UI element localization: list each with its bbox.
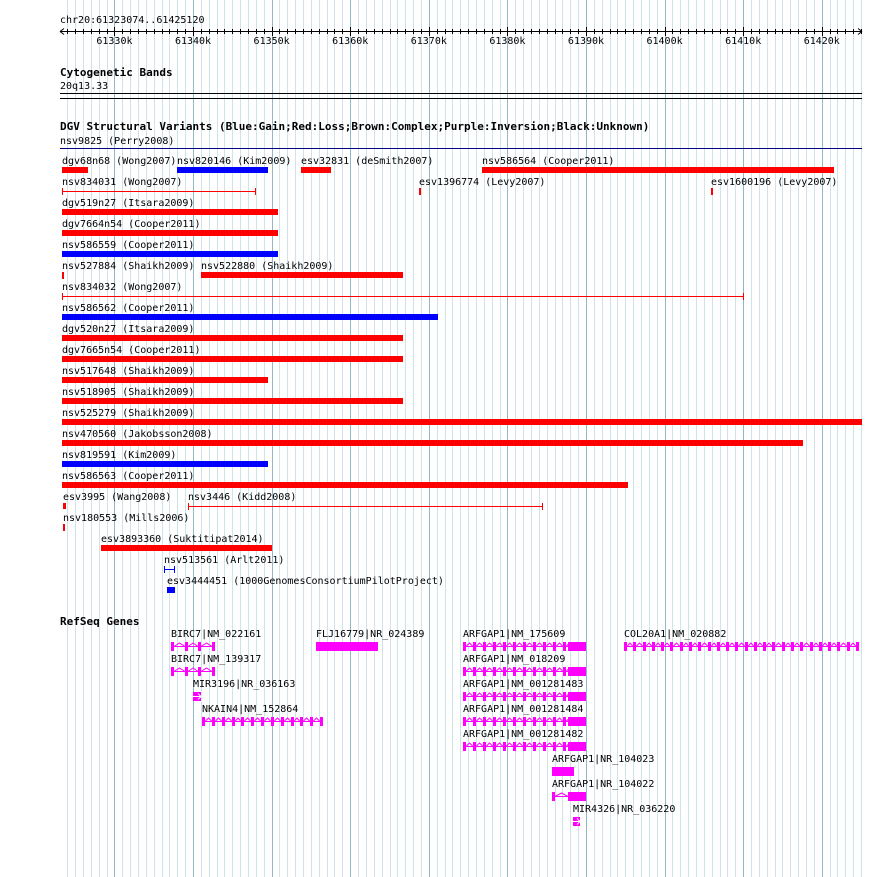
dgv-feature-label[interactable]: nsv522880 (Shaikh2009) — [201, 261, 334, 272]
gene-label[interactable]: MIR3196|NR_036163 — [193, 679, 296, 690]
refseq-track-title[interactable]: RefSeq Genes — [60, 615, 140, 628]
dgv-feature-glyph[interactable] — [62, 440, 804, 448]
position-ruler[interactable] — [0, 24, 890, 50]
gene-model[interactable] — [463, 716, 588, 728]
dgv-feature-label[interactable]: dgv68n68 (Wong2007) — [62, 156, 177, 167]
dgv-feature-label[interactable]: nsv586564 (Cooper2011) — [482, 156, 615, 167]
dgv-feature-label[interactable]: dgv519n27 (Itsara2009) — [62, 198, 195, 209]
dgv-feature-glyph[interactable] — [711, 188, 714, 196]
dgv-feature-glyph[interactable] — [419, 188, 422, 196]
dgv-feature-glyph[interactable] — [62, 230, 279, 238]
gene-model[interactable] — [193, 691, 203, 703]
gene-label[interactable]: ARFGAP1|NM_001281484 — [463, 704, 584, 715]
gene-model[interactable] — [316, 641, 380, 653]
ruler-tick-label: 61340k — [174, 36, 212, 47]
dgv-feature-label[interactable]: esv3893360 (Suktitipat2014) — [101, 534, 264, 545]
dgv-feature-glyph[interactable] — [63, 503, 67, 511]
gene-model[interactable] — [171, 641, 217, 653]
dgv-feature-glyph[interactable] — [167, 587, 176, 595]
dgv-track-subtitle: nsv9825 (Perry2008) — [60, 136, 175, 147]
ruler-tick-label: 61400k — [646, 36, 683, 47]
dgv-feature-label[interactable]: esv3444451 (1000GenomesConsortiumPilotProject) — [167, 576, 444, 587]
dgv-feature-label[interactable]: esv32831 (deSmith2007) — [301, 156, 434, 167]
dgv-feature-glyph[interactable] — [62, 398, 404, 406]
gene-model[interactable] — [552, 791, 588, 803]
dgv-feature-glyph[interactable] — [62, 167, 89, 175]
gene-label[interactable]: BIRC7|NM_022161 — [171, 629, 262, 640]
dgv-feature-glyph[interactable] — [62, 293, 745, 301]
ruler-tick-label: 61330k — [96, 36, 133, 47]
cytoband-rule-bottom — [60, 98, 862, 99]
dgv-feature-glyph[interactable] — [188, 503, 544, 511]
gene-model[interactable] — [463, 741, 588, 753]
dgv-feature-glyph[interactable] — [164, 566, 176, 574]
gene-label[interactable]: ARFGAP1|NR_104022 — [552, 779, 655, 790]
gene-label[interactable]: NKAIN4|NM_152864 — [202, 704, 299, 715]
gene-model[interactable] — [202, 716, 325, 728]
gene-label[interactable]: ARFGAP1|NM_175609 — [463, 629, 566, 640]
dgv-track-rule — [60, 148, 862, 149]
gene-model[interactable] — [624, 641, 861, 653]
dgv-feature-label[interactable]: nsv518905 (Shaikh2009) — [62, 387, 195, 398]
ruler-tick-label: 61390k — [567, 36, 605, 47]
gene-model[interactable] — [573, 816, 582, 828]
gene-label[interactable]: ARFGAP1|NM_001281483 — [463, 679, 584, 690]
ruler-tick-label: 61380k — [489, 36, 526, 47]
dgv-feature-label[interactable]: nsv513561 (Arlt2011) — [164, 555, 285, 566]
gene-label[interactable]: ARFGAP1|NM_001281482 — [463, 729, 584, 740]
gene-model[interactable] — [552, 766, 576, 778]
dgv-feature-label[interactable]: dgv520n27 (Itsara2009) — [62, 324, 195, 335]
dgv-feature-glyph[interactable] — [301, 167, 332, 175]
dgv-feature-label[interactable]: nsv834031 (Wong2007) — [62, 177, 183, 188]
dgv-feature-glyph[interactable] — [177, 167, 269, 175]
dgv-feature-glyph[interactable] — [62, 356, 404, 364]
gene-label[interactable]: MIR4326|NR_036220 — [573, 804, 676, 815]
dgv-feature-glyph[interactable] — [62, 482, 629, 490]
dgv-feature-label[interactable]: nsv180553 (Mills2006) — [63, 513, 190, 524]
ruler-tick-label: 61370k — [410, 36, 447, 47]
gene-label[interactable]: COL20A1|NM_020882 — [624, 629, 727, 640]
gene-label[interactable]: ARFGAP1|NR_104023 — [552, 754, 655, 765]
dgv-feature-glyph[interactable] — [63, 524, 66, 532]
locus-label: chr20:61323074..61425120 — [60, 15, 205, 26]
dgv-feature-label[interactable]: nsv3446 (Kidd2008) — [188, 492, 297, 503]
dgv-feature-label[interactable]: nsv834032 (Wong2007) — [62, 282, 183, 293]
dgv-feature-glyph[interactable] — [482, 167, 835, 175]
gene-model[interactable] — [171, 666, 217, 678]
gene-label[interactable]: BIRC7|NM_139317 — [171, 654, 262, 665]
dgv-feature-label[interactable]: nsv586563 (Cooper2011) — [62, 471, 195, 482]
gene-model[interactable] — [463, 691, 588, 703]
dgv-feature-label[interactable]: nsv820146 (Kim2009) — [177, 156, 292, 167]
gene-model[interactable] — [463, 666, 588, 678]
dgv-feature-label[interactable]: nsv586559 (Cooper2011) — [62, 240, 195, 251]
dgv-feature-label[interactable]: nsv517648 (Shaikh2009) — [62, 366, 195, 377]
dgv-feature-label[interactable]: dgv7665n54 (Cooper2011) — [62, 345, 201, 356]
dgv-feature-glyph[interactable] — [101, 545, 273, 553]
gene-label[interactable]: FLJ16779|NR_024389 — [316, 629, 425, 640]
dgv-feature-glyph[interactable] — [62, 419, 863, 427]
dgv-feature-glyph[interactable] — [62, 377, 269, 385]
dgv-feature-glyph[interactable] — [62, 461, 269, 469]
ruler-tick-label: 61360k — [332, 36, 369, 47]
dgv-feature-label[interactable]: nsv819591 (Kim2009) — [62, 450, 177, 461]
dgv-feature-label[interactable]: esv1600196 (Levy2007) — [711, 177, 838, 188]
dgv-feature-glyph[interactable] — [62, 251, 279, 259]
dgv-feature-label[interactable]: esv3995 (Wang2008) — [63, 492, 172, 503]
gene-model[interactable] — [463, 641, 588, 653]
dgv-feature-label[interactable]: nsv527884 (Shaikh2009) — [62, 261, 195, 272]
dgv-feature-label[interactable]: nsv470560 (Jakobsson2008) — [62, 429, 213, 440]
dgv-feature-glyph[interactable] — [62, 209, 279, 217]
dgv-feature-glyph[interactable] — [201, 272, 404, 280]
dgv-feature-label[interactable]: nsv586562 (Cooper2011) — [62, 303, 195, 314]
dgv-feature-glyph[interactable] — [62, 272, 65, 280]
dgv-feature-glyph[interactable] — [62, 314, 439, 322]
gene-label[interactable]: ARFGAP1|NM_018209 — [463, 654, 566, 665]
ruler-tick-label: 61420k — [803, 36, 840, 47]
dgv-feature-glyph[interactable] — [62, 188, 257, 196]
dgv-feature-glyph[interactable] — [62, 335, 404, 343]
dgv-feature-label[interactable]: nsv525279 (Shaikh2009) — [62, 408, 195, 419]
cytoband-label: 20q13.33 — [60, 81, 109, 92]
ruler-tick-label: 61410k — [725, 36, 762, 47]
ruler-tick-label: 61350k — [253, 36, 290, 47]
dgv-feature-label[interactable]: esv1396774 (Levy2007) — [419, 177, 546, 188]
dgv-feature-label[interactable]: dgv7664n54 (Cooper2011) — [62, 219, 201, 230]
cytobands-track-title[interactable]: Cytogenetic Bands — [60, 66, 173, 79]
cytoband-rule-top — [60, 93, 862, 94]
dgv-track-title[interactable]: DGV Structural Variants (Blue:Gain;Red:Loss;Brown:Complex;Purple:Inversion;Black:Unknown) — [60, 120, 650, 133]
